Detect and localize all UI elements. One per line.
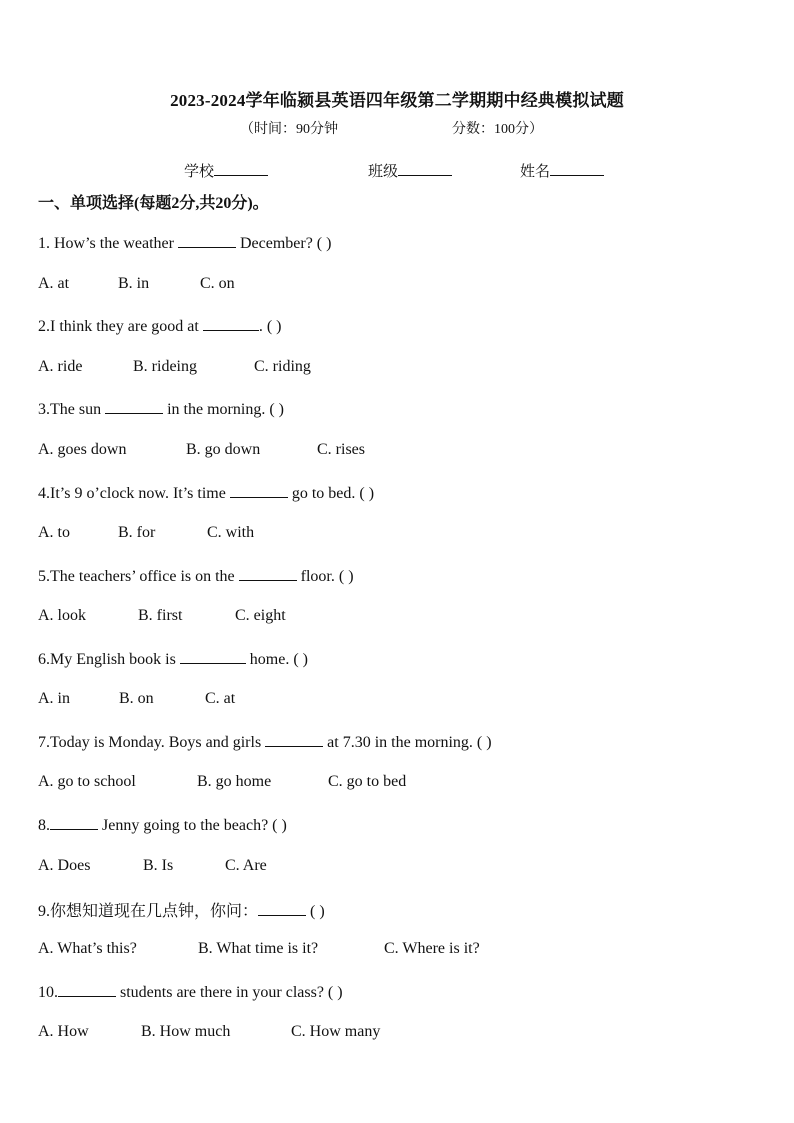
question-text: 10. xyxy=(38,984,58,1001)
class-field xyxy=(368,160,452,181)
school-blank[interactable] xyxy=(214,161,268,176)
question-text: 5.The teachers’ office is on the xyxy=(38,568,239,585)
answer-blank[interactable] xyxy=(258,901,306,916)
option-a[interactable]: A. ride xyxy=(38,358,83,375)
option-c[interactable]: C. with xyxy=(207,524,255,541)
option-b[interactable]: B. rideing xyxy=(133,358,197,375)
question-text: December? ( ) xyxy=(235,235,332,252)
option-b[interactable]: B. for xyxy=(118,524,156,541)
option-b[interactable]: B. first xyxy=(138,607,183,624)
answer-blank[interactable] xyxy=(50,815,98,830)
option-b[interactable]: B. go home xyxy=(197,773,272,790)
answer-blank[interactable] xyxy=(265,732,323,747)
option-a[interactable]: A. Does xyxy=(38,857,91,874)
option-c[interactable]: C. Where is it? xyxy=(384,940,480,957)
class-blank[interactable] xyxy=(398,161,452,176)
answer-blank[interactable] xyxy=(180,649,246,664)
option-c[interactable]: C. eight xyxy=(235,607,286,624)
question-text: at 7.30 in the morning. ( ) xyxy=(323,734,492,751)
option-c[interactable]: C. How many xyxy=(291,1023,381,1040)
school-label: 学校 xyxy=(184,164,215,180)
question-1 xyxy=(38,233,331,253)
question-text: in the morning. ( ) xyxy=(163,401,284,418)
option-b[interactable]: B. What time is it? xyxy=(198,940,319,957)
question-text: floor. ( ) xyxy=(296,568,354,585)
question-8 xyxy=(38,815,287,835)
option-a[interactable]: A. How xyxy=(38,1023,89,1040)
question-text: ( ) xyxy=(306,903,325,920)
answer-blank[interactable] xyxy=(178,233,236,248)
option-a[interactable]: A. to xyxy=(38,524,70,541)
school-field xyxy=(184,160,268,181)
answer-blank[interactable] xyxy=(58,982,116,997)
class-label: 班级 xyxy=(368,164,399,180)
option-c[interactable]: C. on xyxy=(200,275,235,292)
exam-time: （时间：90分钟 xyxy=(240,122,338,137)
question-text: 1. How’s the weather xyxy=(38,235,178,252)
question-7 xyxy=(38,732,492,752)
exam-score: 分数：100分） xyxy=(452,122,543,137)
question-text: 8. xyxy=(38,817,50,834)
option-b[interactable]: B. on xyxy=(119,690,154,707)
question-2 xyxy=(38,316,282,336)
question-6 xyxy=(38,649,308,669)
option-a[interactable]: A. goes down xyxy=(38,441,127,458)
option-b[interactable]: B. How much xyxy=(141,1023,231,1040)
section-title: 一、单项选择(每题2分,共20分)。 xyxy=(38,195,269,212)
option-a[interactable]: A. at xyxy=(38,275,70,292)
question-text: . ( ) xyxy=(258,318,282,335)
page-title: 2023-2024学年临颍县英语四年级第二学期期中经典模拟试题 xyxy=(170,91,624,110)
option-a[interactable]: A. What’s this? xyxy=(38,940,137,957)
option-c[interactable]: C. riding xyxy=(254,358,311,375)
answer-blank[interactable] xyxy=(230,483,288,498)
option-b[interactable]: B. go down xyxy=(186,441,261,458)
question-text: 2.I think they are good at xyxy=(38,318,203,335)
option-c[interactable]: C. Are xyxy=(225,857,267,874)
question-4 xyxy=(38,483,374,503)
question-text: 4.It’s 9 o’clock now. It’s time xyxy=(38,485,230,502)
option-c[interactable]: C. go to bed xyxy=(328,773,407,790)
question-text: 7.Today is Monday. Boys and girls xyxy=(38,734,266,751)
question-3 xyxy=(38,399,284,419)
question-text: students are there in your class? ( ) xyxy=(116,984,343,1001)
question-text: 9.你想知道现在几点钟，你问： xyxy=(38,903,259,920)
answer-blank[interactable] xyxy=(105,399,163,414)
answer-blank[interactable] xyxy=(203,316,259,331)
option-b[interactable]: B. Is xyxy=(143,857,174,874)
question-9 xyxy=(38,898,325,921)
name-field xyxy=(520,160,604,181)
option-c[interactable]: C. rises xyxy=(317,441,365,458)
question-5 xyxy=(38,566,354,586)
option-c[interactable]: C. at xyxy=(205,690,236,707)
question-text: go to bed. ( ) xyxy=(287,485,375,502)
question-text: Jenny going to the beach? ( ) xyxy=(98,817,287,834)
option-b[interactable]: B. in xyxy=(118,275,150,292)
name-label: 姓名 xyxy=(520,164,551,180)
question-10 xyxy=(38,982,343,1002)
option-a[interactable]: A. look xyxy=(38,607,86,624)
option-a[interactable]: A. go to school xyxy=(38,773,136,790)
question-text: 6.My English book is xyxy=(38,651,180,668)
name-blank[interactable] xyxy=(550,161,604,176)
question-text: 3.The sun xyxy=(38,401,106,418)
question-text: home. ( ) xyxy=(245,651,308,668)
option-a[interactable]: A. in xyxy=(38,690,70,707)
answer-blank[interactable] xyxy=(239,566,297,581)
